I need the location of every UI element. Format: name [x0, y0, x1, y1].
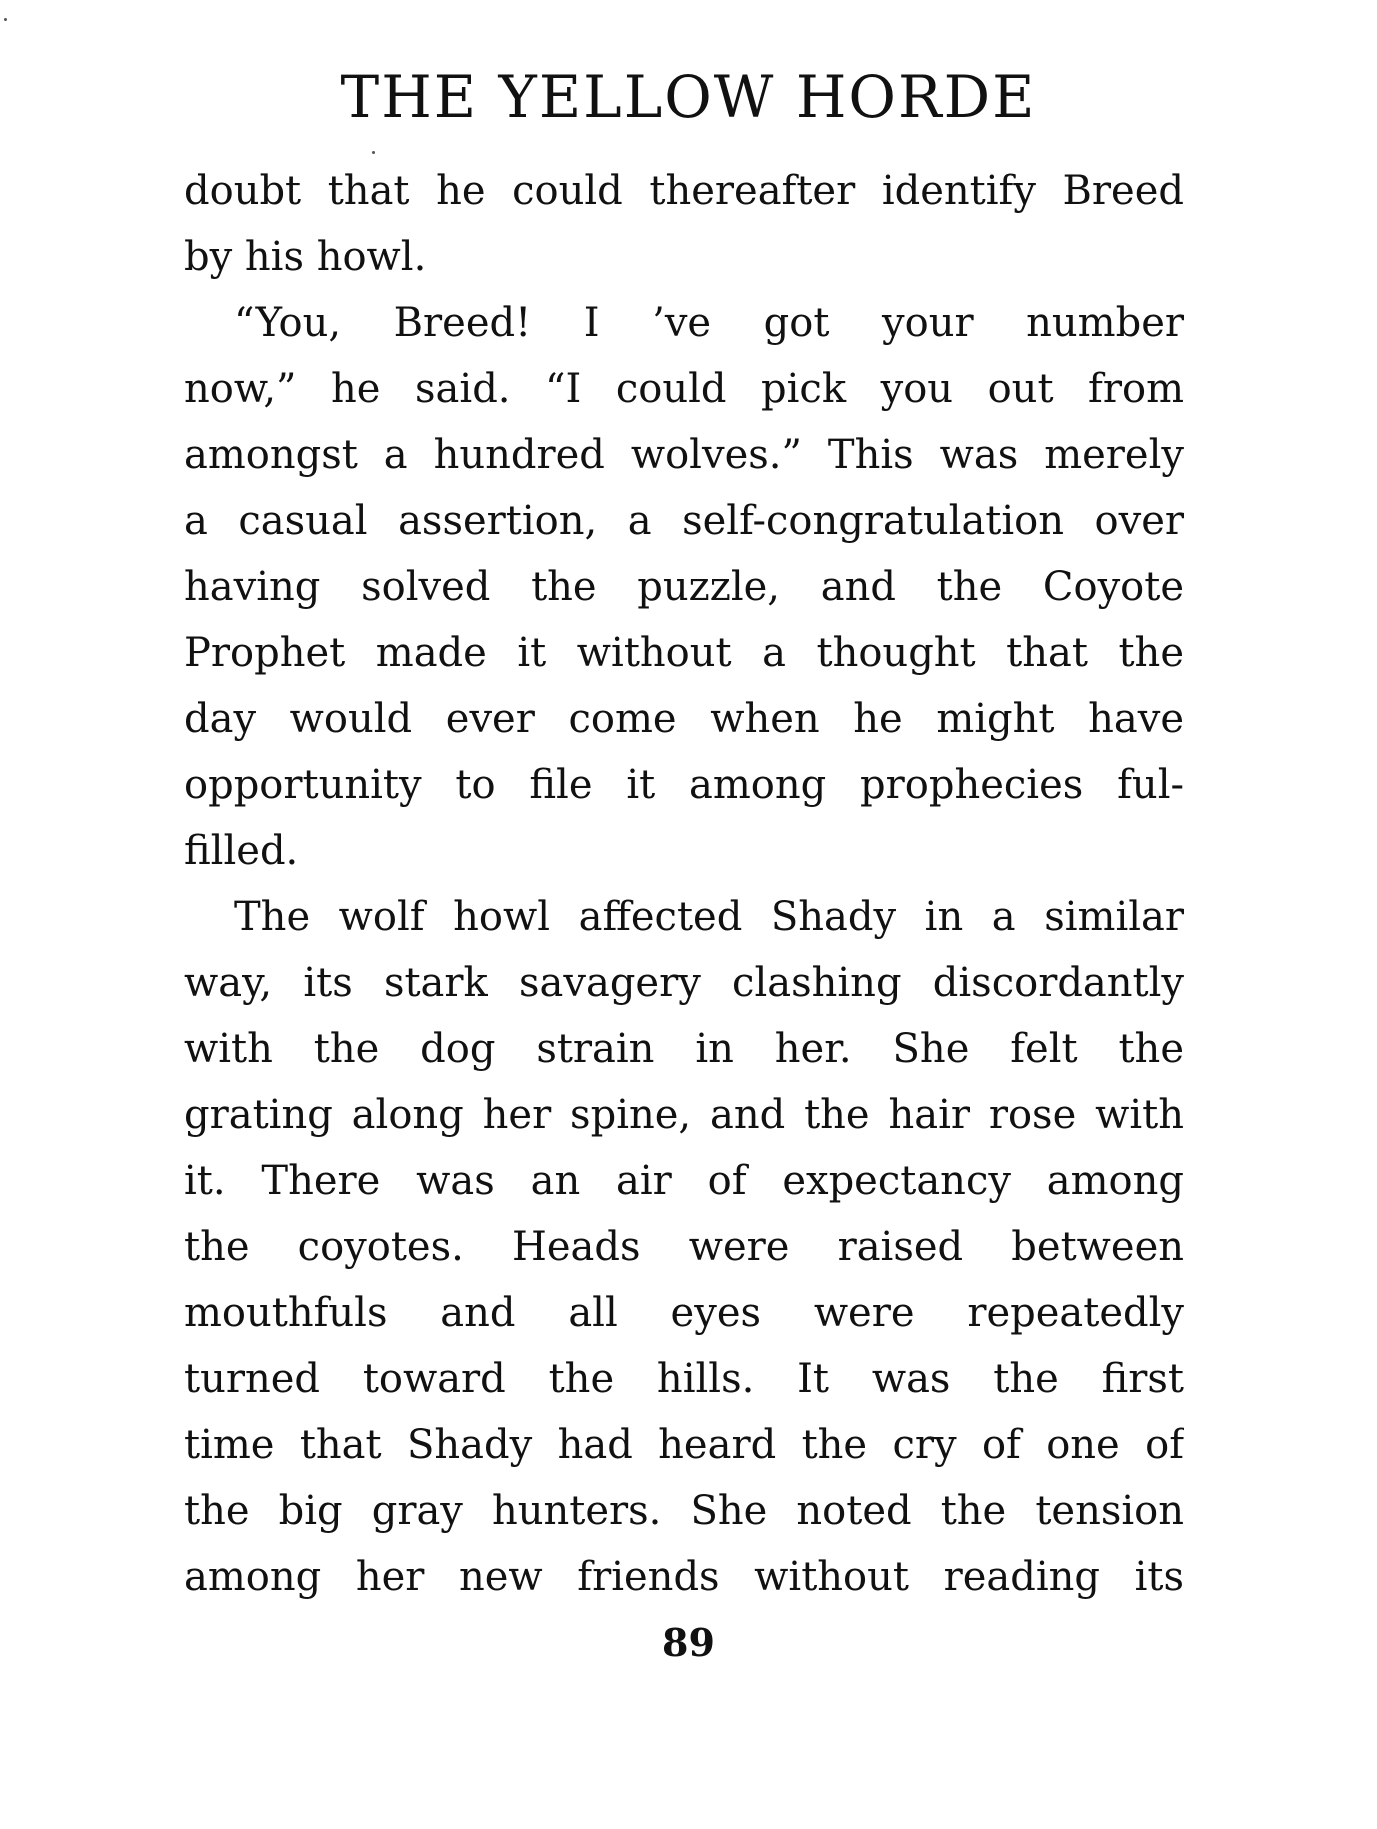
running-head: THE YELLOW HORDE — [340, 63, 1037, 131]
text-line: filled. — [184, 828, 299, 874]
text-line: among her new friends without reading its — [184, 1554, 1184, 1600]
text-line: a casual assertion, a self-congratulation over — [184, 498, 1184, 544]
page-number: 89 — [662, 1620, 715, 1665]
text-line: it. There was an air of expectancy among — [184, 1158, 1184, 1204]
text-line: having solved the puzzle, and the Coyote — [184, 564, 1184, 610]
body-text — [184, 158, 1184, 1610]
text-line: mouthfuls and all eyes were repeatedly — [184, 1290, 1184, 1336]
text-line: time that Shady had heard the cry of one of — [184, 1422, 1184, 1468]
text-line: Prophet made it without a thought that the — [184, 630, 1184, 676]
print-speck — [4, 18, 7, 21]
text-line: amongst a hundred wolves.” This was merely — [184, 432, 1184, 478]
text-line: grating along her spine, and the hair rose with — [184, 1092, 1184, 1138]
text-line: opportunity to file it among prophecies ful- — [184, 762, 1184, 808]
text-line: day would ever come when he might have — [184, 696, 1184, 742]
text-line: by his howl. — [184, 234, 427, 280]
text-line: now,” he said. “I could pick you out from — [184, 366, 1184, 412]
text-line: doubt that he could thereafter identify Breed — [184, 168, 1184, 214]
print-speck — [372, 151, 375, 154]
text-line: turned toward the hills. It was the first — [184, 1356, 1184, 1402]
text-line: The wolf howl affected Shady in a similar — [234, 894, 1184, 940]
text-line: way, its stark savagery clashing discordantly — [184, 960, 1184, 1006]
text-line: “You, Breed! I ’ve got your number — [234, 300, 1184, 346]
text-line: the big gray hunters. She noted the tension — [184, 1488, 1184, 1534]
text-line: with the dog strain in her. She felt the — [184, 1026, 1184, 1072]
text-line: the coyotes. Heads were raised between — [184, 1224, 1184, 1270]
